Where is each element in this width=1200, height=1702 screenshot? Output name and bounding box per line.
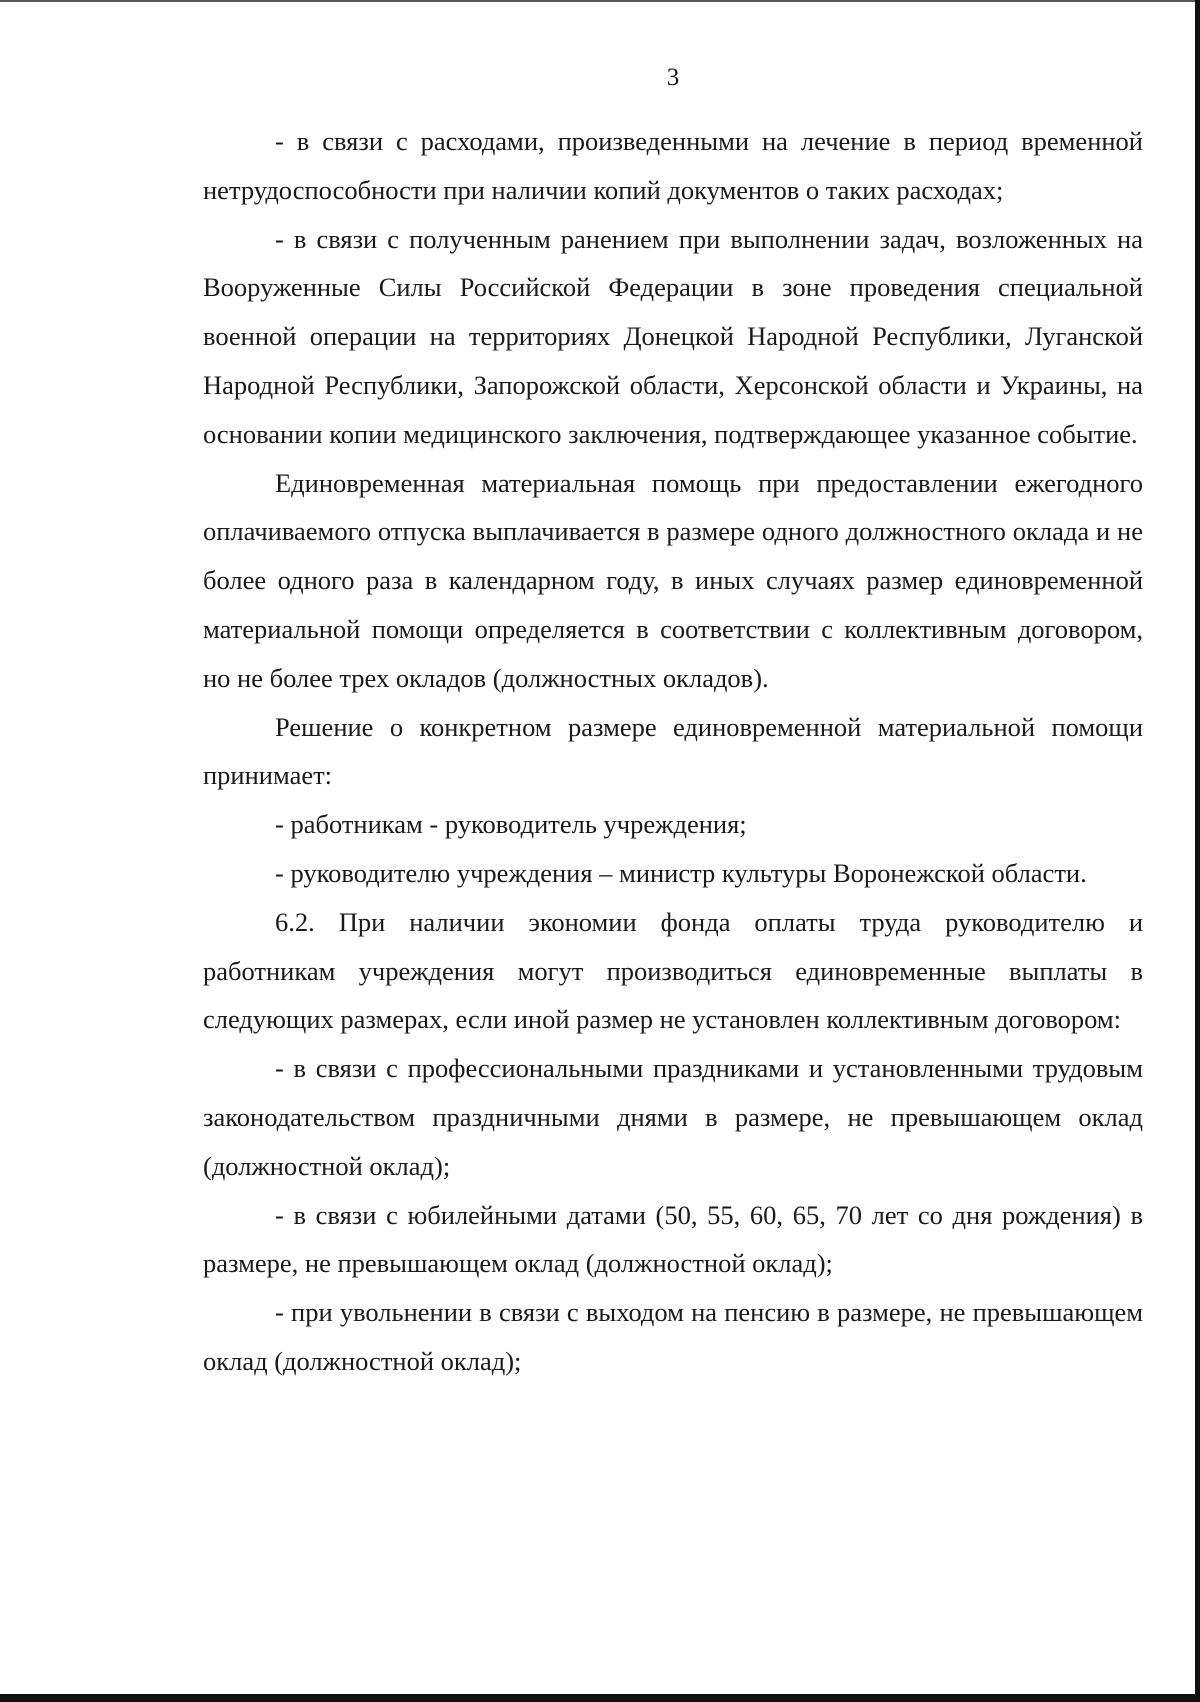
document-body: [203, 117, 1143, 1386]
paragraph: Единовременная материальная помощь при предоставлении ежегодного оплачиваемого отпуска выплачивается в размере одного должностного оклада и не более одного раза в календарном году, в иных случаях размер единовременной материальной помощи определяется в соответствии с коллективным договором, но не более трех окладов (должностных окладов).: [203, 467, 1143, 693]
paragraph: - работникам - руководитель учреждения;: [275, 809, 747, 840]
paragraph: - в связи с полученным ранением при выполнении задач, возложенных на Вооруженные Силы Российской Федерации в зоне проведения специальной военной операции на территориях Донецкой Народной Республики, Луганской Народной Республики, Запорожской области, Херсонской области и Украины, на основании копии медицинского заключения, подтверждающее указанное событие.: [203, 223, 1143, 449]
paragraph: - в связи с расходами, произведенными на лечение в период временной нетрудоспособности при наличии копий документов о таких расходах;: [203, 126, 1143, 205]
paragraph: - в связи с профессиональными праздниками и установленными трудовым законодательством праздничными днями в размере, не превышающем оклад (должностной оклад);: [203, 1053, 1143, 1181]
paragraph: 6.2. При наличии экономии фонда оплаты труда руководителю и работникам учреждения могут производиться единовременные выплаты в следующих размерах, если иной размер не установлен коллективным договором:: [203, 906, 1143, 1035]
page-number: 3: [666, 64, 680, 91]
scan-top-edge: [0, 0, 1200, 2]
paragraph: - руководителю учреждения – министр культуры Воронежской области.: [275, 857, 1087, 888]
paragraph: - в связи с юбилейными датами (50, 55, 60, 65, 70 лет со дня рождения) в размере, не превышающем оклад (должностной оклад);: [203, 1199, 1143, 1279]
paragraph: - при увольнении в связи с выходом на пенсию в размере, не превышающем оклад (должностной оклад);: [203, 1297, 1143, 1376]
paragraph: Решение о конкретном размере единовременной материальной помощи принимает:: [203, 711, 1143, 791]
scan-right-edge: [1195, 0, 1200, 1702]
scan-bottom-edge: [0, 1694, 1200, 1702]
